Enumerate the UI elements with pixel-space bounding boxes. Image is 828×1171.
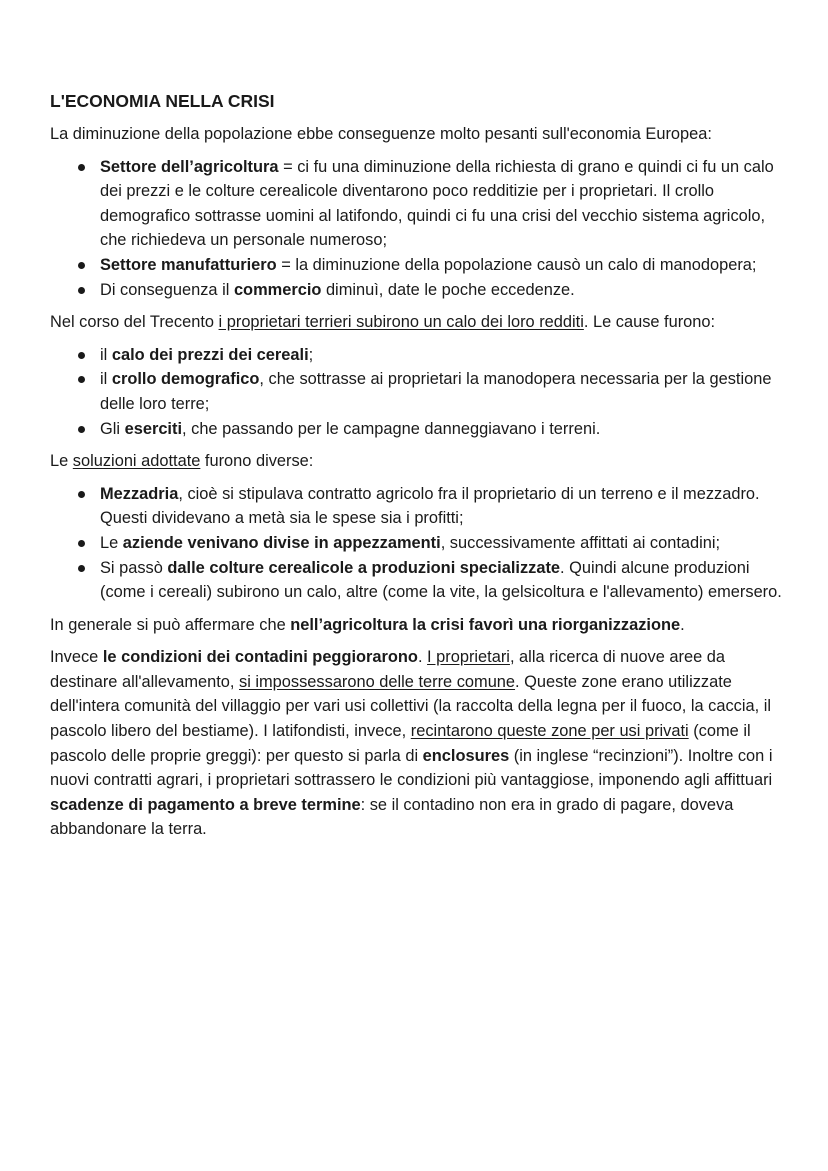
list-item: Si passò dalle colture cerealicole a produzioni specializzate. Quindi alcune produzioni (come i cereali) subirono un calo, altre (come la vite, la gelsicoltura e l'allevamento) emersero.: [100, 556, 785, 605]
list-item: Mezzadria, cioè si stipulava contratto agricolo fra il proprietario di un terreno e il mezzadro. Questi dividevano a metà sia le spese sia i profitti;: [100, 482, 785, 531]
solutions-list: [50, 482, 785, 605]
list-item: Di conseguenza il commercio diminuì, date le poche eccedenze.: [100, 278, 785, 303]
list-item: il calo dei prezzi dei cereali;: [100, 343, 785, 368]
peasants-paragraph: Invece le condizioni dei contadini peggiorarono. I proprietari, alla ricerca di nuove aree da destinare all'allevamento, si impossessarono delle terre comune. Queste zone erano utilizzate dell'intera comunità del villaggio per vari usi collettivi (la raccolta della legna per il fuoco, la caccia, il pascolo libero del bestiame). I latifondisti, invece, recintarono queste zone per usi privati (come il pascolo delle proprie greggi): per questo si parla di enclosures (in inglese “recinzioni”). Inoltre con i nuovi contratti agrari, i proprietari sottrassero le condizioni più vantaggiose, imponendo agli affittuari scadenze di pagamento a breve termine: se il contadino non era in grado di pagare, doveva abbandonare la terra.: [50, 648, 773, 839]
list-item: Settore dell’agricoltura = ci fu una diminuzione della richiesta di grano e quindi ci fu un calo dei prezzi e le colture cerealicole diventarono poco redditizie per i proprietari. Il crollo demografico sottrasse uomini al latifondo, quindi ci fu una crisi del vecchio sistema agricolo, che richiedeva un personale numeroso;: [100, 155, 785, 253]
page-title: L'ECONOMIA NELLA CRISI: [50, 91, 275, 111]
solutions-paragraph: Le soluzioni adottate furono diverse:: [50, 452, 314, 471]
intro-paragraph: La diminuzione della popolazione ebbe conseguenze molto pesanti sull'economia Europea:: [50, 125, 712, 143]
summary-paragraph: In generale si può affermare che nell’agricoltura la crisi favorì una riorganizzazione.: [50, 615, 685, 634]
list-item: Le aziende venivano divise in appezzamenti, successivamente affittati ai contadini;: [100, 531, 785, 556]
document-page: [50, 88, 785, 850]
landowners-paragraph: Nel corso del Trecento i proprietari terrieri subirono un calo dei loro redditi. Le cause furono:: [50, 313, 716, 332]
list-item: il crollo demografico, che sottrasse ai proprietari la manodopera necessaria per la gestione delle loro terre;: [100, 367, 785, 416]
causes-list: [50, 343, 785, 441]
list-item: Gli eserciti, che passando per le campagne danneggiavano i terreni.: [100, 417, 785, 442]
list-item: Settore manufatturiero = la diminuzione della popolazione causò un calo di manodopera;: [100, 253, 785, 278]
economy-sectors-list: [50, 155, 785, 303]
